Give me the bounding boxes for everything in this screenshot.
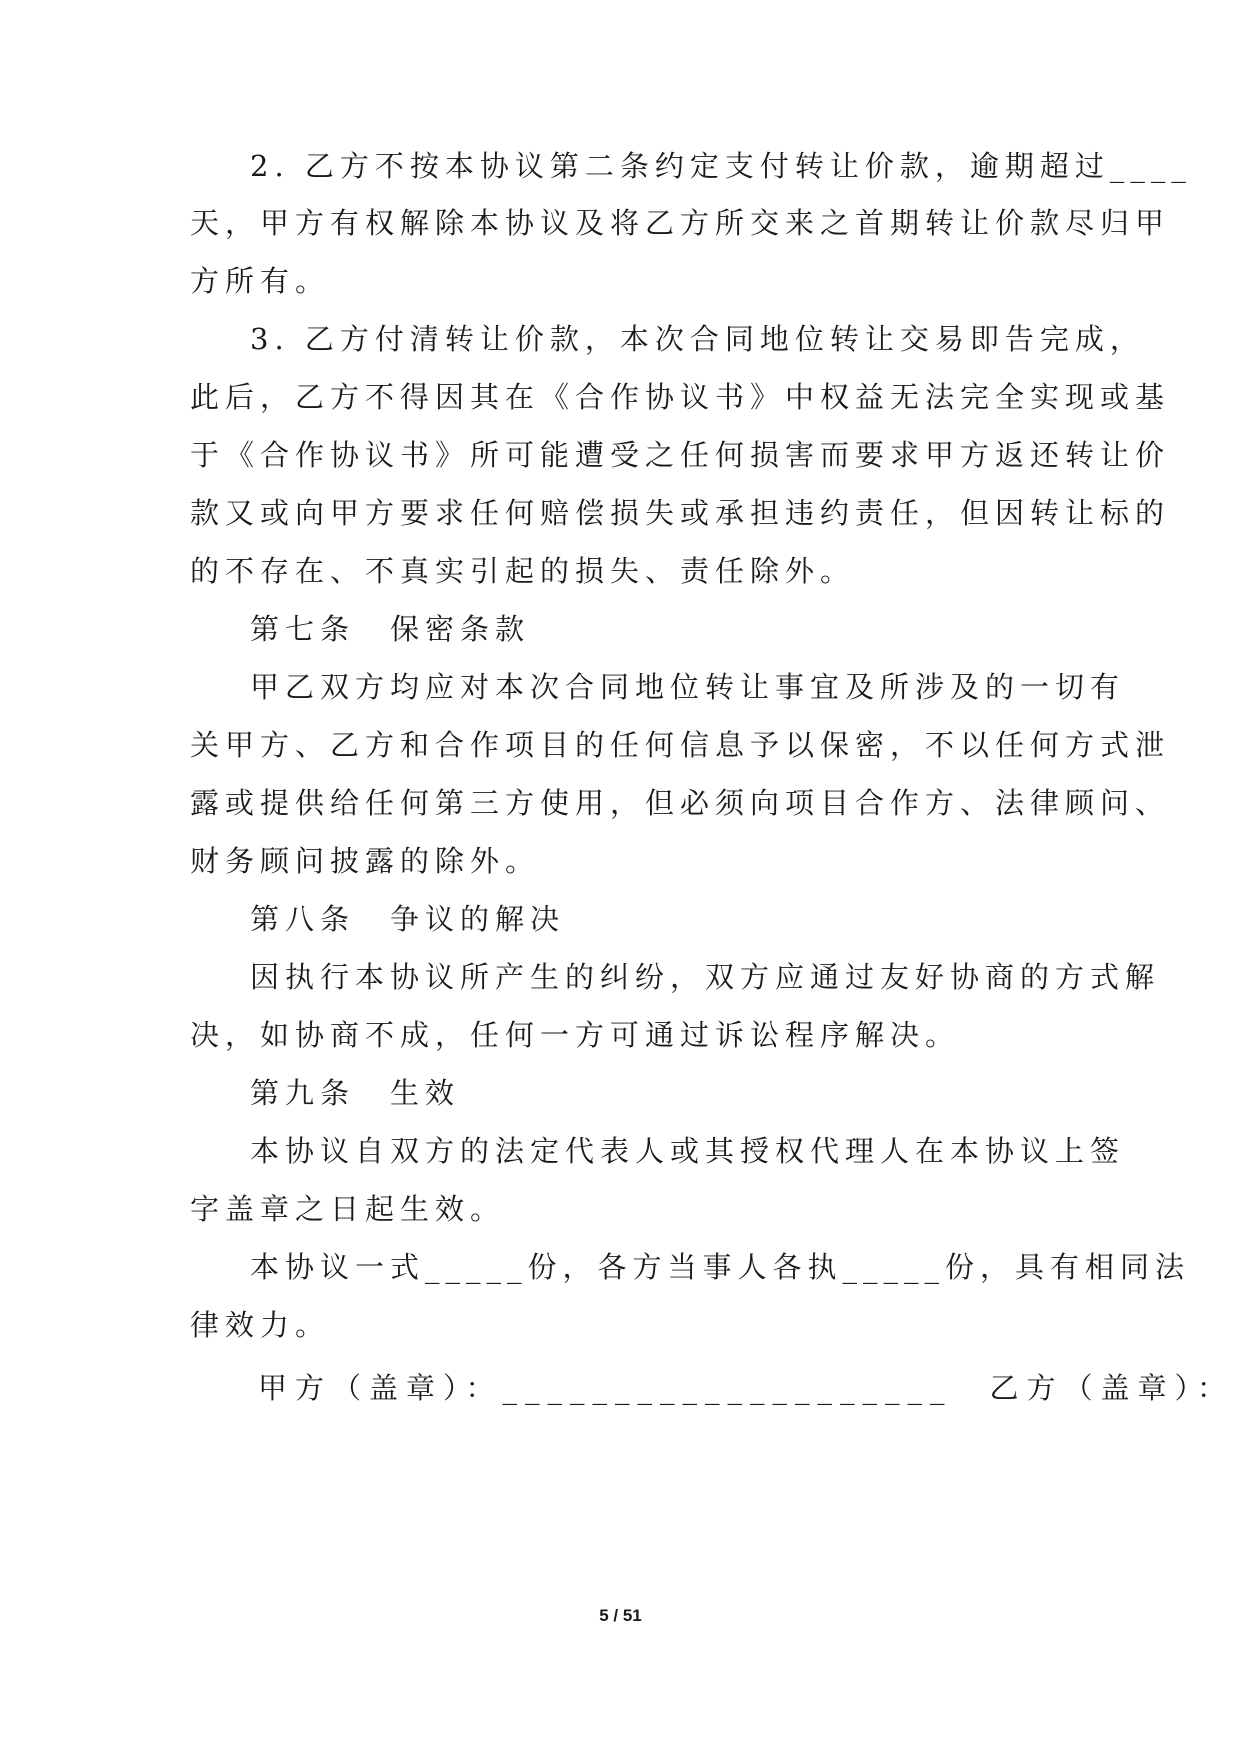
article-7-heading: 第七条 保密条款 — [250, 612, 531, 646]
clause-6-3-line-4: 款又或向甲方要求任何赔偿损失或承担违约责任，但因转让标的 — [190, 496, 1171, 530]
article-8-heading: 第八条 争议的解决 — [250, 902, 566, 936]
clause-6-3-line-2: 此后，乙方不得因其在《合作协议书》中权益无法完全实现或基 — [190, 380, 1171, 414]
clause-6-3-line-1: 3. 乙方付清转让价款，本次合同地位转让交易即告完成， — [250, 322, 1145, 356]
clause-6-2-line-1: 2. 乙方不按本协议第二条约定支付转让价款，逾期超过____ — [250, 149, 1192, 183]
article-7-line-3: 露或提供给任何第三方使用，但必须向项目合作方、法律顾问、 — [190, 786, 1171, 820]
clause-6-2-line-2: 天，甲方有权解除本协议及将乙方所交来之首期转让价款尽归甲 — [190, 206, 1171, 240]
article-9-line-2: 字盖章之日起生效。 — [190, 1192, 506, 1226]
copies-line-2: 律效力。 — [190, 1308, 331, 1342]
clause-6-3-line-5: 的不存在、不真实引起的损失、责任除外。 — [190, 554, 856, 588]
copies-line-1: 本协议一式_____份，各方当事人各执_____份，具有相同法 — [250, 1250, 1191, 1284]
clause-6-2-line-3: 方所有。 — [190, 264, 331, 298]
article-9-heading: 第九条 生效 — [250, 1076, 461, 1110]
article-8-line-2: 决，如协商不成，任何一方可通过诉讼程序解决。 — [190, 1018, 961, 1052]
clause-6-3-line-3: 于《合作协议书》所可能遭受之任何损害而要求甲方返还转让价 — [190, 438, 1171, 472]
signature-line: 甲方（盖章）：____________________ 乙方（盖章）： — [258, 1371, 1235, 1405]
page-number: 5 / 51 — [599, 1606, 642, 1625]
article-7-line-4: 财务顾问披露的除外。 — [190, 844, 541, 878]
article-9-line-1: 本协议自双方的法定代表人或其授权代理人在本协议上签 — [250, 1134, 1126, 1168]
article-7-line-1: 甲乙双方均应对本次合同地位转让事宜及所涉及的一切有 — [250, 670, 1126, 704]
article-8-line-1: 因执行本协议所产生的纠纷，双方应通过友好协商的方式解 — [250, 960, 1161, 994]
article-7-line-2: 关甲方、乙方和合作项目的任何信息予以保密，不以任何方式泄 — [190, 728, 1171, 762]
